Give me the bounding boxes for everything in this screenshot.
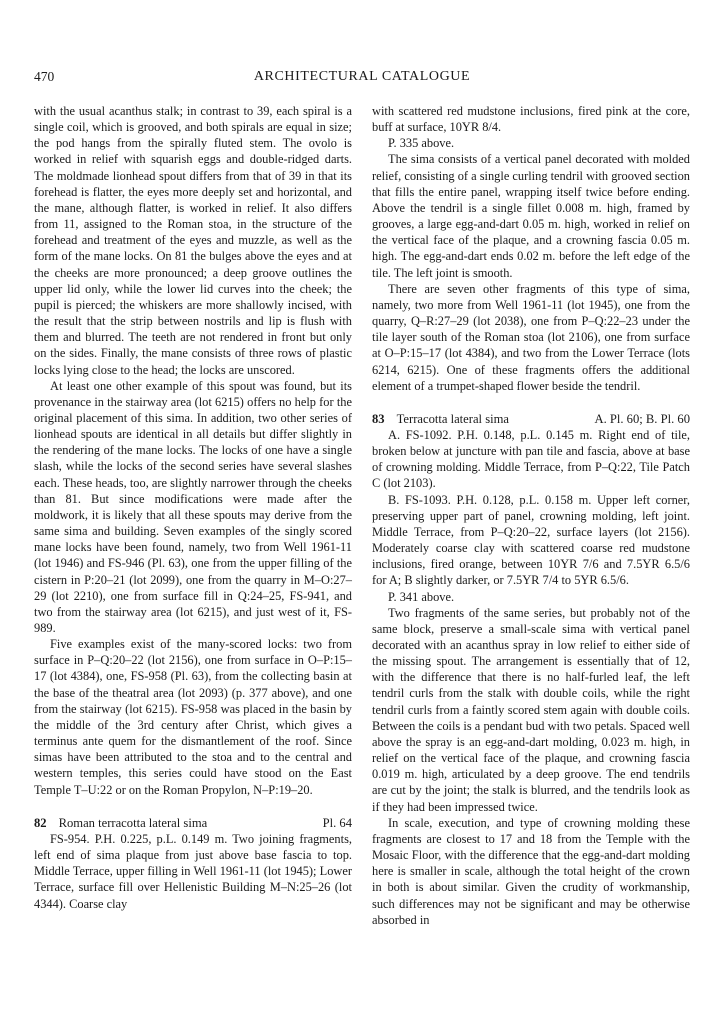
page-reference: P. 335 above. [388,136,455,151]
catalogue-entry-heading [372,411,690,427]
entry-description: B. FS-1093. P.H. 0.128, p.L. 0.158 m. Upper left corner, preserving upper part of panel, crowning molding, left joint. Middle Terrace, from P–Q:20–22, surface layers (lot 2156). Moderately coarse clay with scattered coarse red mudstone inclusions, fired orange, between 10YR 7/6 and 7.5YR 6.5/6 for A; B slightly darker, or 7.5YR 7/4 to 5YR 6.5/6. [372,492,690,588]
paragraph: There are seven other fragments of this type of sima, namely, two more from Well 1961-11 (lot 1945), one from the quarry, Q–R:27–29 (lot 2038), one from P–Q:22–23 under the tile layer south of the Roman stoa (lot 2106), one from surface at O–P:15–17 (lot 4384), and two from the Lower Terrace (lots 6214, 6215). One of these fragments offers the additional element of a trumpet-shaped flower beside the tendril. [372,281,690,393]
entry-title: Terracotta lateral sima [396,411,509,426]
paragraph: with scattered red mudstone inclusions, fired pink at the core, buff at surface, 10YR 8/4. [372,104,690,135]
right-column [372,103,690,928]
entry-title: Roman terracotta lateral sima [58,815,208,830]
entry-number: 83 [372,411,385,426]
catalogue-entry-heading [34,815,352,831]
page-header [34,69,690,89]
page-number: 470 [34,69,55,84]
running-title: ARCHITECTURAL CATALOGUE [253,69,471,84]
paragraph: At least one other example of this spout was found, but its provenance in the stairway area (lot 6215) offers no help for the original placement of this sima. In addition, two other series of lionhead spouts are identical in all details but differ slightly in the rendering of the mane locks. The locks of one have a single slash, while the locks of the second series have several slashes each. These heads, too, are slightly narrower through the cheeks than 81. But since modifications were made after the moldwork, it is likely that all these spouts may derive from the same sima and building. Seven examples of the singly scored mane locks have been found, namely, two from Well 1961-11 (lot 1946) and FS-946 (Pl. 63), one from the upper filling of the cistern in P:20–21 (lot 2099), one from the quarry in M–O:27–29 (lot 2210), one from surface fill in Q:24–25, FS-941, and two from the stairway area (lot 6215), and just west of it, FS-989. [34,378,352,635]
left-column [34,103,352,912]
paragraph: The sima consists of a vertical panel decorated with molded relief, consisting of a single curling tendril with grooved section that fills the entire panel, wrapping itself twice before ending. Above the tendril is a single fillet 0.008 m. high, framed by grooves, a large egg-and-dart 0.05 m. high, worked in relief on the vertical face of the plaque, and a crowning fascia 0.05 m. high. The egg-and-dart ends 0.02 m. before the left edge of the tile. The left joint is smooth. [372,152,690,280]
paragraph: In scale, execution, and type of crowning molding these fragments are closest to 17 and 18 from the Temple with the Mosaic Floor, with the difference that the egg-and-dart molding here is smaller in scale, although the total height of the crown in both is about similar. Given the crudity of workmanship, such differences may not be significant and may be otherwise absorbed in [372,815,690,927]
paragraph: Two fragments of the same series, but probably not of the same block, preserve a small-scale sima with vertical panel decorated with an acanthus spray in low relief to either side of the missing spout. The arrangement is essentially that of 12, with the difference that there is no half-furled leaf, the left tendril curls from the stalk with double coils, while the right tendril curls from a faintly scored stem again with double coils. Between the coils is a pendant bud with two petals. Spaced well above the spray is an egg-and-dart molding, 0.023 m. high, in relief on the vertical face of the plaque, and crowning fascia 0.019 m. high, articulated by a deep groove. The end tendrils are cut by the joint; the stalk is blurred, and the tendrils look as if they had been impressed twice. [372,605,690,814]
plate-reference: Pl. 64 [322,815,352,830]
paragraph: with the usual acanthus stalk; in contrast to 39, each spiral is a single coil, which is grooved, and both spirals are equal in size; the pod hangs from the spirally fluted stem. The ovolo is worked in relief with squarish eggs and double-ridged darts. The moldmade lionhead spout differs from that of 39 in that its forehead is flatter, the eyes more deeply set and horizontal, and the mane, although flatter, is worked in relief. It also differs from 11, assigned to the Roman stoa, in the structure of the forehead and treatment of the eyes and muzzle, as well as the form of the mane locks. On 81 the bulges above the eyes and at the cheeks are more pronounced; a deep groove outlines the upper lid only, while the lower lid curves into the cheek; the pupil is pierced; the whiskers are more shallowly incised, with the result that the strip between nostrils and lip is flush with them and blurred. The teeth are not rendered in front but only on the sides. Finally, the mane consists of three rows of plastic locks lying close to the head; the locks are unscored. [34,104,352,377]
paragraph: Five examples exist of the many-scored locks: two from surface in P–Q:20–22 (lot 2156), one from surface in O–P:15–17 (lot 4384), one, FS-958 (Pl. 63), from the collecting basin at the base of the theatral area (lot 2093) (p. 377 above), and one from the stairway (lot 6215). FS-958 was placed in the basin by the middle of the 3rd century after Christ, which gives a terminus ante quem for the dismantlement of the roof. Since simas have been attributed to the stoa and to the central and western temples, this series could have stood on the East Temple T–U:22 or on the Roman Propylon, N–P:19–20. [34,637,352,797]
entry-description: A. FS-1092. P.H. 0.148, p.L. 0.145 m. Right end of tile, broken below at juncture with pan tile and fascia, above at base of crowning molding. Middle Terrace, from P–Q:22, Tile Patch C (lot 2103). [372,427,690,491]
entry-description: FS-954. P.H. 0.225, p.L. 0.149 m. Two joining fragments, left end of sima plaque from just above base fascia to top. Middle Terrace, upper filling in Well 1961-11 (lot 1945); Lower Terrace, surface fill over Hellenistic Building M–N:25–26 (lot 4344). Coarse clay [34,831,352,911]
page-reference: P. 341 above. [388,589,455,604]
entry-number: 82 [34,815,47,830]
plate-reference: A. Pl. 60; B. Pl. 60 [594,411,690,426]
